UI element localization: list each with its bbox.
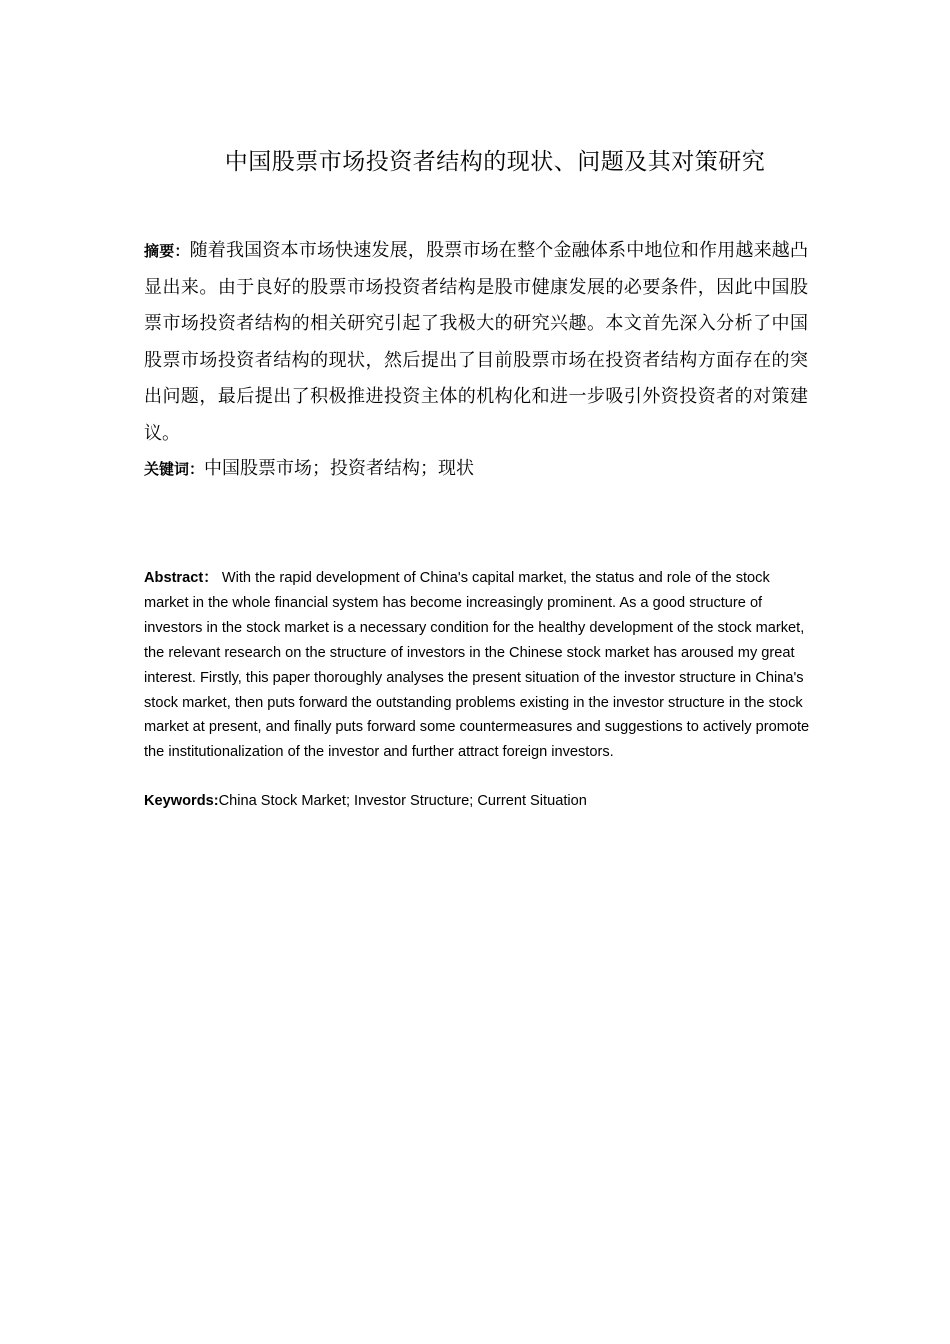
english-keywords bbox=[144, 789, 810, 814]
english-keywords-label: Keywords: bbox=[144, 793, 219, 809]
english-abstract-label: Abstract： bbox=[144, 570, 218, 586]
english-keywords-text: China Stock Market; Investor Structure; Current Situation bbox=[218, 793, 587, 809]
paper-title: 中国股票市场投资者结构的现状、问题及其对策研究 bbox=[224, 149, 766, 175]
chinese-keywords bbox=[144, 453, 808, 485]
english-abstract-text: With the rapid development of China's capital market, the status and role of the stock market in the whole financial system has become increasingly prominent. As a good structure of investors in the stock market is a necessary condition for the healthy development of the stock market, the relevant research on the structure of investors in the Chinese stock market has aroused my great interest. Firstly, this paper thoroughly analyses the present situation of the investor structure in China's stock market, then puts forward the outstanding problems existing in the investor structure in the stock market at present, and finally puts forward some countermeasures and suggestions to actively promote the institutionalization of the investor and further attract foreign investors. bbox=[144, 570, 810, 761]
chinese-abstract-text: 随着我国资本市场快速发展，股票市场在整个金融体系中地位和作用越来越凸显出来。由于良好的股票市场投资者结构是股市健康发展的必要条件，因此中国股票市场投资者结构的相关研究引起了我极大的研究兴趣。本文首先深入分析了中国股票市场投资者结构的现状，然后提出了目前股票市场在投资者结构方面存在的突出问题，最后提出了积极推进投资主体的机构化和进一步吸引外资投资者的对策建议。 bbox=[144, 240, 808, 444]
chinese-keywords-label: 关键词： bbox=[144, 460, 205, 478]
english-abstract bbox=[144, 566, 810, 765]
chinese-abstract-label: 摘要： bbox=[144, 242, 190, 260]
chinese-abstract bbox=[144, 233, 808, 452]
chinese-keywords-text: 中国股票市场；投资者结构；现状 bbox=[204, 458, 475, 479]
